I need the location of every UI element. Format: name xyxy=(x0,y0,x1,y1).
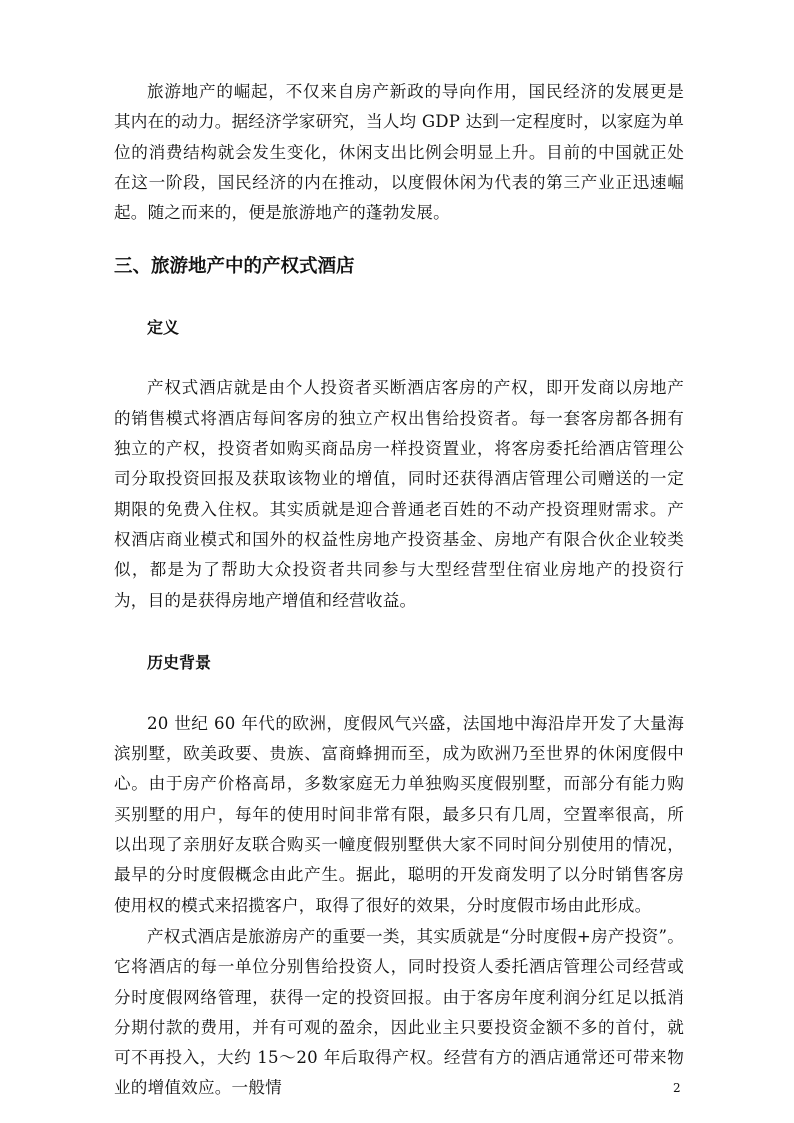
history-paragraph-2: 产权式酒店是旅游房产的重要一类，其实质就是“分时度假+房产投资”。它将酒店的每一单位分别售给投资人，同时投资人委托酒店管理公司经营或分时度假网络管理，获得一定的投资回报。由于客房年度利润分红足以抵消分期付款的费用，并有可观的盈余，因此业主只要投资金额不多的首付，就可不再投入，大约 15～20 年后取得产权。经营有方的酒店通常还可带来物业的增值效应。一般情 xyxy=(114,926,684,1098)
history-heading: 历史背景 xyxy=(147,652,212,672)
definition-heading: 定义 xyxy=(147,318,180,338)
section-title: 三、旅游地产中的产权式酒店 xyxy=(114,256,355,278)
definition-paragraph: 产权式酒店就是由个人投资者买断酒店客房的产权，即开发商以房地产的销售模式将酒店每间客房的独立产权出售给投资者。每一套客房都各拥有独立的产权，投资者如购买商品房一样投资置业，将客房委托给酒店管理公司分取投资回报及获取该物业的增值，同时还获得酒店管理公司赠送的一定期限的免费入住权。其实质就是迎合普通老百姓的不动产投资理财需求。产权酒店商业模式和国外的权益性房地产投资基金、房地产有限合伙企业较类似，都是为了帮助大众投资者共同参与大型经营型住宿业房地产的投资行为，目的是获得房地产增值和经营收益。 xyxy=(114,378,684,610)
page-content xyxy=(114,77,684,1104)
page-number: 2 xyxy=(673,1081,681,1095)
intro-paragraph: 旅游地产的崛起，不仅来自房产新政的导向作用，国民经济的发展更是其内在的动力。据经济学家研究，当人均 GDP 达到一定程度时，以家庭为单位的消费结构就会发生变化，休闲支出比例会明显上升。目前的中国就正处在这一阶段，国民经济的内在推动，以度假休闲为代表的第三产业正迅速崛起。随之而来的，便是旅游地产的蓬勃发展。 xyxy=(114,82,684,223)
history-paragraph-1: 20 世纪 60 年代的欧洲，度假风气兴盛，法国地中海沿岸开发了大量海滨别墅，欧美政要、贵族、富商蜂拥而至，成为欧洲乃至世界的休闲度假中心。由于房产价格高昂，多数家庭无力单独购买度假别墅，而部分有能力购买别墅的用户，每年的使用时间非常有限，最多只有几周，空置率很高，所以出现了亲朋好友联合购买一幢度假别墅供大家不同时间分别使用的情况，最早的分时度假概念由此产生。据此，聪明的开发商发明了以分时销售客房使用权的模式来招揽客户，取得了很好的效果，分时度假市场由此形成。 xyxy=(114,713,684,915)
